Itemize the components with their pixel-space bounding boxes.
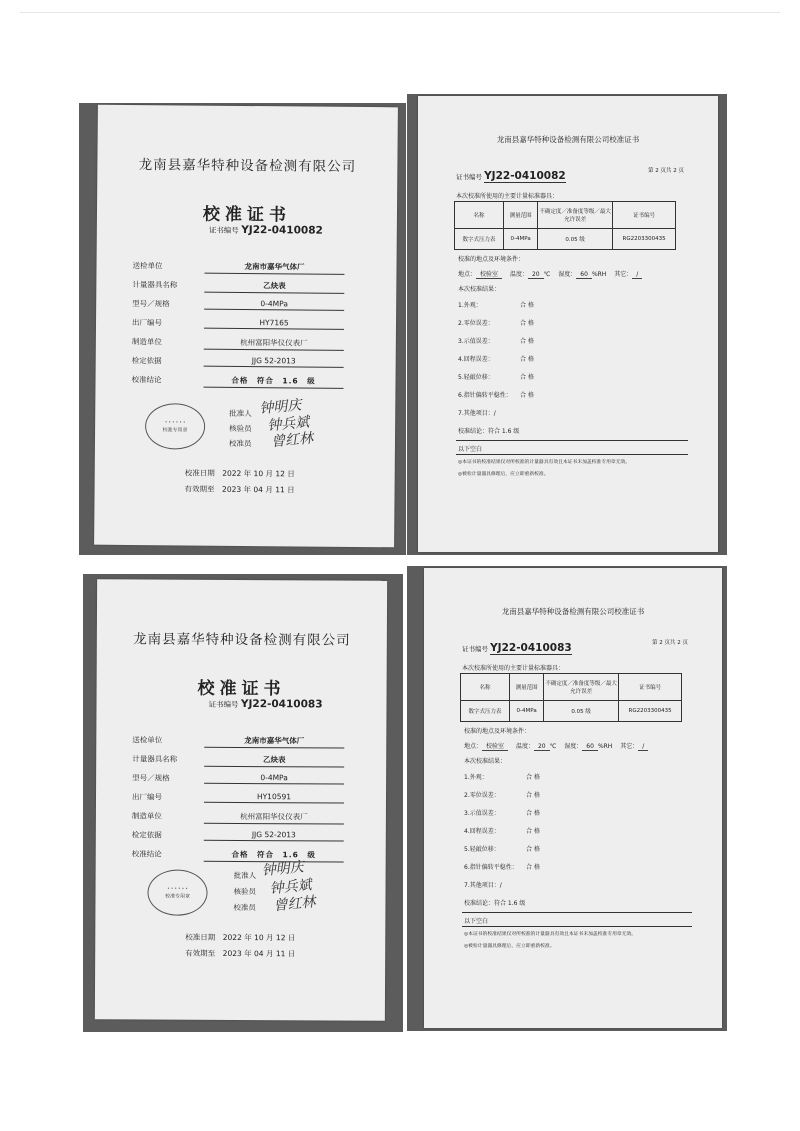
table-header-row	[461, 674, 682, 701]
field-value: 合格 符合 1.6 级	[204, 849, 344, 863]
other-items: 7.其他项目：/	[464, 882, 502, 889]
table-cell: 0.05 级	[538, 229, 613, 250]
field-submitter	[132, 734, 372, 747]
certificate-number	[462, 642, 572, 654]
field-value: 龙南市嘉华气体厂	[204, 261, 344, 275]
valid-until-value: 2023 年 04 月 11 日	[222, 948, 296, 959]
calibration-date	[185, 932, 295, 944]
field-value: HY10591	[204, 792, 344, 804]
divider	[456, 454, 688, 455]
field-serial-number	[132, 317, 372, 331]
field-value: 合格 符合 1.6 级	[203, 375, 343, 389]
result-value: 合格	[520, 356, 537, 363]
calibration-stamp	[147, 870, 207, 916]
result-value: 合格	[526, 846, 543, 853]
result-value: 合格	[520, 302, 537, 309]
temp-unit: ℃	[543, 271, 551, 278]
result-label: 5.轻敲位移：	[464, 846, 500, 853]
calibration-stamp	[145, 403, 205, 450]
approver-signature: 钟明庆	[258, 397, 303, 418]
table-header-cell: 证书编号	[619, 674, 682, 701]
result-value: 合格	[520, 320, 537, 327]
humidity-label: 湿度：	[564, 743, 583, 750]
detail-page-1	[418, 96, 718, 552]
result-label: 6.指针偏转平稳性：	[458, 392, 512, 399]
field-instrument-name	[132, 753, 372, 766]
result-value: 合格	[526, 864, 543, 871]
approver-label: 批准人	[229, 408, 252, 419]
field-basis	[132, 829, 372, 842]
humidity-unit: %RH	[591, 271, 607, 278]
checker-label: 核验员	[233, 886, 257, 897]
result-label: 4.回程误差：	[458, 356, 494, 363]
field-value: JJG 52-2013	[204, 830, 344, 842]
temp-unit: ℃	[549, 743, 557, 750]
table-header-cell: 不确定度／准备度等级／最大允许误差	[544, 674, 619, 701]
field-basis	[132, 355, 372, 369]
certificate-title: 校准证书	[197, 678, 286, 700]
table-header-cell: 不确定度／准备度等级／最大允许误差	[538, 202, 613, 229]
humidity-unit: %RH	[597, 743, 613, 750]
table-row	[461, 701, 682, 722]
certificate-number	[209, 224, 323, 237]
standards-table	[460, 673, 682, 722]
result-label: 3.示值误差：	[458, 338, 494, 345]
table-cell: 0-4MPa	[504, 229, 538, 250]
result-label: 2.零位误差：	[464, 792, 500, 799]
stamp-ring-text: • • • • • •	[164, 419, 186, 425]
field-value: HY7165	[204, 318, 344, 330]
temp-value: 20	[534, 743, 550, 751]
field-instrument-name	[132, 279, 372, 293]
blank-below: 以下空白	[464, 918, 489, 925]
blank-below: 以下空白	[458, 446, 483, 453]
calibration-date-label: 校准日期	[184, 468, 215, 478]
temp-label: 温度：	[515, 743, 534, 750]
table-cell: RG2203300435	[619, 701, 682, 722]
divider	[456, 440, 688, 441]
location-value: 校验室	[476, 271, 502, 279]
divider	[462, 926, 692, 927]
field-label: 检定依据	[131, 830, 162, 840]
standards-table	[454, 201, 676, 250]
result-value: 合格	[520, 392, 537, 399]
temp-value: 20	[528, 271, 544, 279]
field-label: 出厂编号	[131, 792, 163, 802]
certificate-number-label: 证书编号	[208, 699, 239, 709]
env-title: 校准的地点及环境条件：	[464, 728, 531, 735]
checker-signature: 钟兵斌	[266, 414, 310, 435]
results-title: 本次校准结果：	[464, 758, 507, 765]
valid-until-label: 有效期至	[185, 948, 216, 958]
field-conclusion	[131, 374, 371, 388]
table-cell: RG2203300435	[613, 229, 676, 250]
detail-page-2	[424, 568, 722, 1028]
humidity-label: 湿度：	[558, 271, 577, 278]
approver-signature: 钟明庆	[261, 859, 305, 880]
note-recalibration: ◎被检计量器具修理后，应立即重新校准。	[458, 472, 549, 477]
humidity-value: 60	[576, 271, 592, 279]
note-validity: ◎本证书的校准结果仅对所校准的计量器具有效且本证书未加盖校准专用章无效。	[464, 932, 637, 937]
result-value: 合格	[520, 338, 537, 345]
field-submitter	[132, 260, 372, 274]
field-value: 杭州富阳华仪仪表厂	[204, 811, 344, 825]
table-cell: 0.05 级	[544, 701, 619, 722]
result-value: 合格	[526, 828, 543, 835]
field-value: 杭州富阳华仪仪表厂	[204, 337, 344, 351]
certificate-number-value: YJ22-0410083	[490, 642, 572, 654]
calibration-date-value: 2022 年 10 月 12 日	[222, 932, 296, 943]
field-value: 龙南市嘉华气体厂	[204, 735, 344, 749]
humidity-value: 60	[582, 743, 598, 751]
field-label: 制造单位	[131, 337, 162, 347]
table-cell: 0-4MPa	[510, 701, 544, 722]
other-value: /	[638, 743, 648, 751]
stamp-text: 校准专用章	[162, 427, 188, 434]
calibrator-signature: 曾红林	[270, 430, 314, 451]
stamp-text: 校准专用章	[164, 893, 191, 900]
field-label: 型号／规格	[132, 773, 170, 783]
result-label: 3.示值误差：	[464, 810, 500, 817]
field-value: 0-4MPa	[204, 773, 344, 785]
result-value: 合格	[520, 374, 537, 381]
field-value: 0-4MPa	[204, 299, 344, 311]
calibrator-signature: 曾红林	[272, 894, 317, 915]
table-header-cell: 测量范围	[510, 674, 544, 701]
table-row	[455, 229, 676, 250]
cover-certificate-2	[95, 579, 387, 1021]
field-label: 检定依据	[131, 356, 162, 366]
field-label: 计量器具名称	[132, 280, 178, 290]
field-label: 制造单位	[131, 811, 162, 821]
certificate-number-value: YJ22-0410082	[241, 223, 323, 237]
env-conditions	[464, 741, 648, 750]
detail-header: 龙南县嘉华特种设备检测有限公司校准证书	[496, 135, 640, 144]
standards-intro: 本次校准所使用的主要计量标准器具：	[462, 665, 565, 672]
result-value: 合格	[526, 774, 543, 781]
result-label: 5.轻敲位移：	[458, 374, 494, 381]
stamp-ring-text: • • • • • •	[167, 885, 188, 891]
field-model-spec	[132, 298, 372, 312]
field-conclusion	[132, 848, 372, 861]
table-header-row	[455, 202, 676, 229]
result-value: 合格	[526, 810, 543, 817]
table-cell: 数字式压力表	[461, 701, 510, 722]
field-label: 校准结论	[131, 375, 162, 385]
calibrator-label: 校准员	[233, 902, 256, 913]
page-number: 第 2 页共 2 页	[652, 640, 688, 646]
top-rule	[20, 12, 780, 13]
field-manufacturer	[132, 810, 372, 823]
location-label: 地点：	[464, 743, 483, 750]
company-name: 龙南县嘉华特种设备检测有限公司	[138, 157, 357, 175]
field-manufacturer	[132, 336, 372, 350]
table-header-cell: 名称	[461, 674, 510, 701]
other-value: /	[632, 271, 642, 279]
calibrator-label: 校准员	[228, 438, 252, 449]
calibration-date	[185, 467, 295, 479]
certificate-number-value: YJ22-0410082	[484, 170, 566, 182]
result-label: 2.零位误差：	[458, 320, 494, 327]
env-conditions	[458, 269, 642, 278]
certificate-number-label: 证书编号	[456, 173, 482, 181]
location-label: 地点：	[458, 271, 477, 278]
field-serial-number	[132, 791, 372, 804]
company-name: 龙南县嘉华特种设备检测有限公司	[133, 631, 351, 649]
field-value: 乙炔表	[204, 280, 344, 294]
note-validity: ◎本证书的校准结果仅对所校准的计量器具有效且本证书未加盖校准专用章无效。	[458, 460, 631, 465]
certificate-number-label: 证书编号	[208, 225, 239, 235]
field-label: 送检单位	[132, 735, 163, 745]
table-header-cell: 测量范围	[504, 202, 538, 229]
temp-label: 温度：	[509, 271, 528, 278]
result-label: 6.指针偏转平稳性：	[464, 864, 518, 871]
certificate-number	[456, 170, 566, 182]
result-label: 1.外观：	[464, 774, 488, 781]
table-cell: 数字式压力表	[455, 229, 504, 250]
valid-until-label: 有效期至	[184, 484, 215, 494]
divider	[462, 912, 692, 913]
location-value: 校验室	[482, 743, 508, 751]
calibration-date-value: 2022 年 10 月 12 日	[222, 468, 295, 479]
results-title: 本次校准结果：	[458, 286, 501, 293]
table-header-cell: 名称	[455, 202, 504, 229]
checker-signature: 钟兵斌	[268, 877, 313, 898]
field-label: 计量器具名称	[132, 754, 178, 764]
env-title: 校准的地点及环境条件：	[458, 256, 525, 263]
field-label: 校准结论	[131, 849, 162, 859]
checker-label: 核验员	[229, 423, 252, 434]
other-label: 其它：	[620, 743, 639, 750]
certificate-number-label: 证书编号	[462, 645, 488, 653]
result-label: 1.外观：	[458, 302, 482, 309]
page-number: 第 2 页共 2 页	[648, 168, 684, 174]
field-model-spec	[132, 772, 372, 785]
cover-certificate-1	[94, 105, 398, 548]
standards-intro: 本次校准所使用的主要计量标准器具：	[456, 193, 559, 200]
valid-until	[185, 948, 295, 960]
conclusion: 校准结论：符合 1.6 级	[464, 900, 526, 907]
result-label: 4.回程误差：	[464, 828, 500, 835]
other-label: 其它：	[614, 271, 633, 278]
certificate-number-value: YJ22-0410083	[240, 697, 323, 711]
valid-until-value: 2023 年 04 月 11 日	[222, 484, 295, 495]
field-label: 出厂编号	[131, 318, 163, 328]
field-value: 乙炔表	[204, 754, 344, 768]
certificate-title: 校准证书	[202, 204, 292, 226]
valid-until	[185, 483, 295, 495]
detail-header: 龙南县嘉华特种设备检测有限公司校准证书	[501, 607, 645, 616]
certificate-number	[208, 698, 322, 711]
note-recalibration: ◎被检计量器具修理后，应立即重新校准。	[464, 944, 555, 949]
approver-label: 批准人	[233, 870, 257, 881]
field-label: 型号／规格	[132, 299, 170, 309]
result-value: 合格	[526, 792, 543, 799]
other-items: 7.其他项目：/	[458, 410, 496, 417]
field-label: 送检单位	[132, 261, 163, 271]
calibration-date-label: 校准日期	[185, 932, 216, 942]
field-value: JJG 52-2013	[204, 356, 344, 368]
table-header-cell: 证书编号	[613, 202, 676, 229]
conclusion: 校准结论：符合 1.6 级	[458, 428, 520, 435]
